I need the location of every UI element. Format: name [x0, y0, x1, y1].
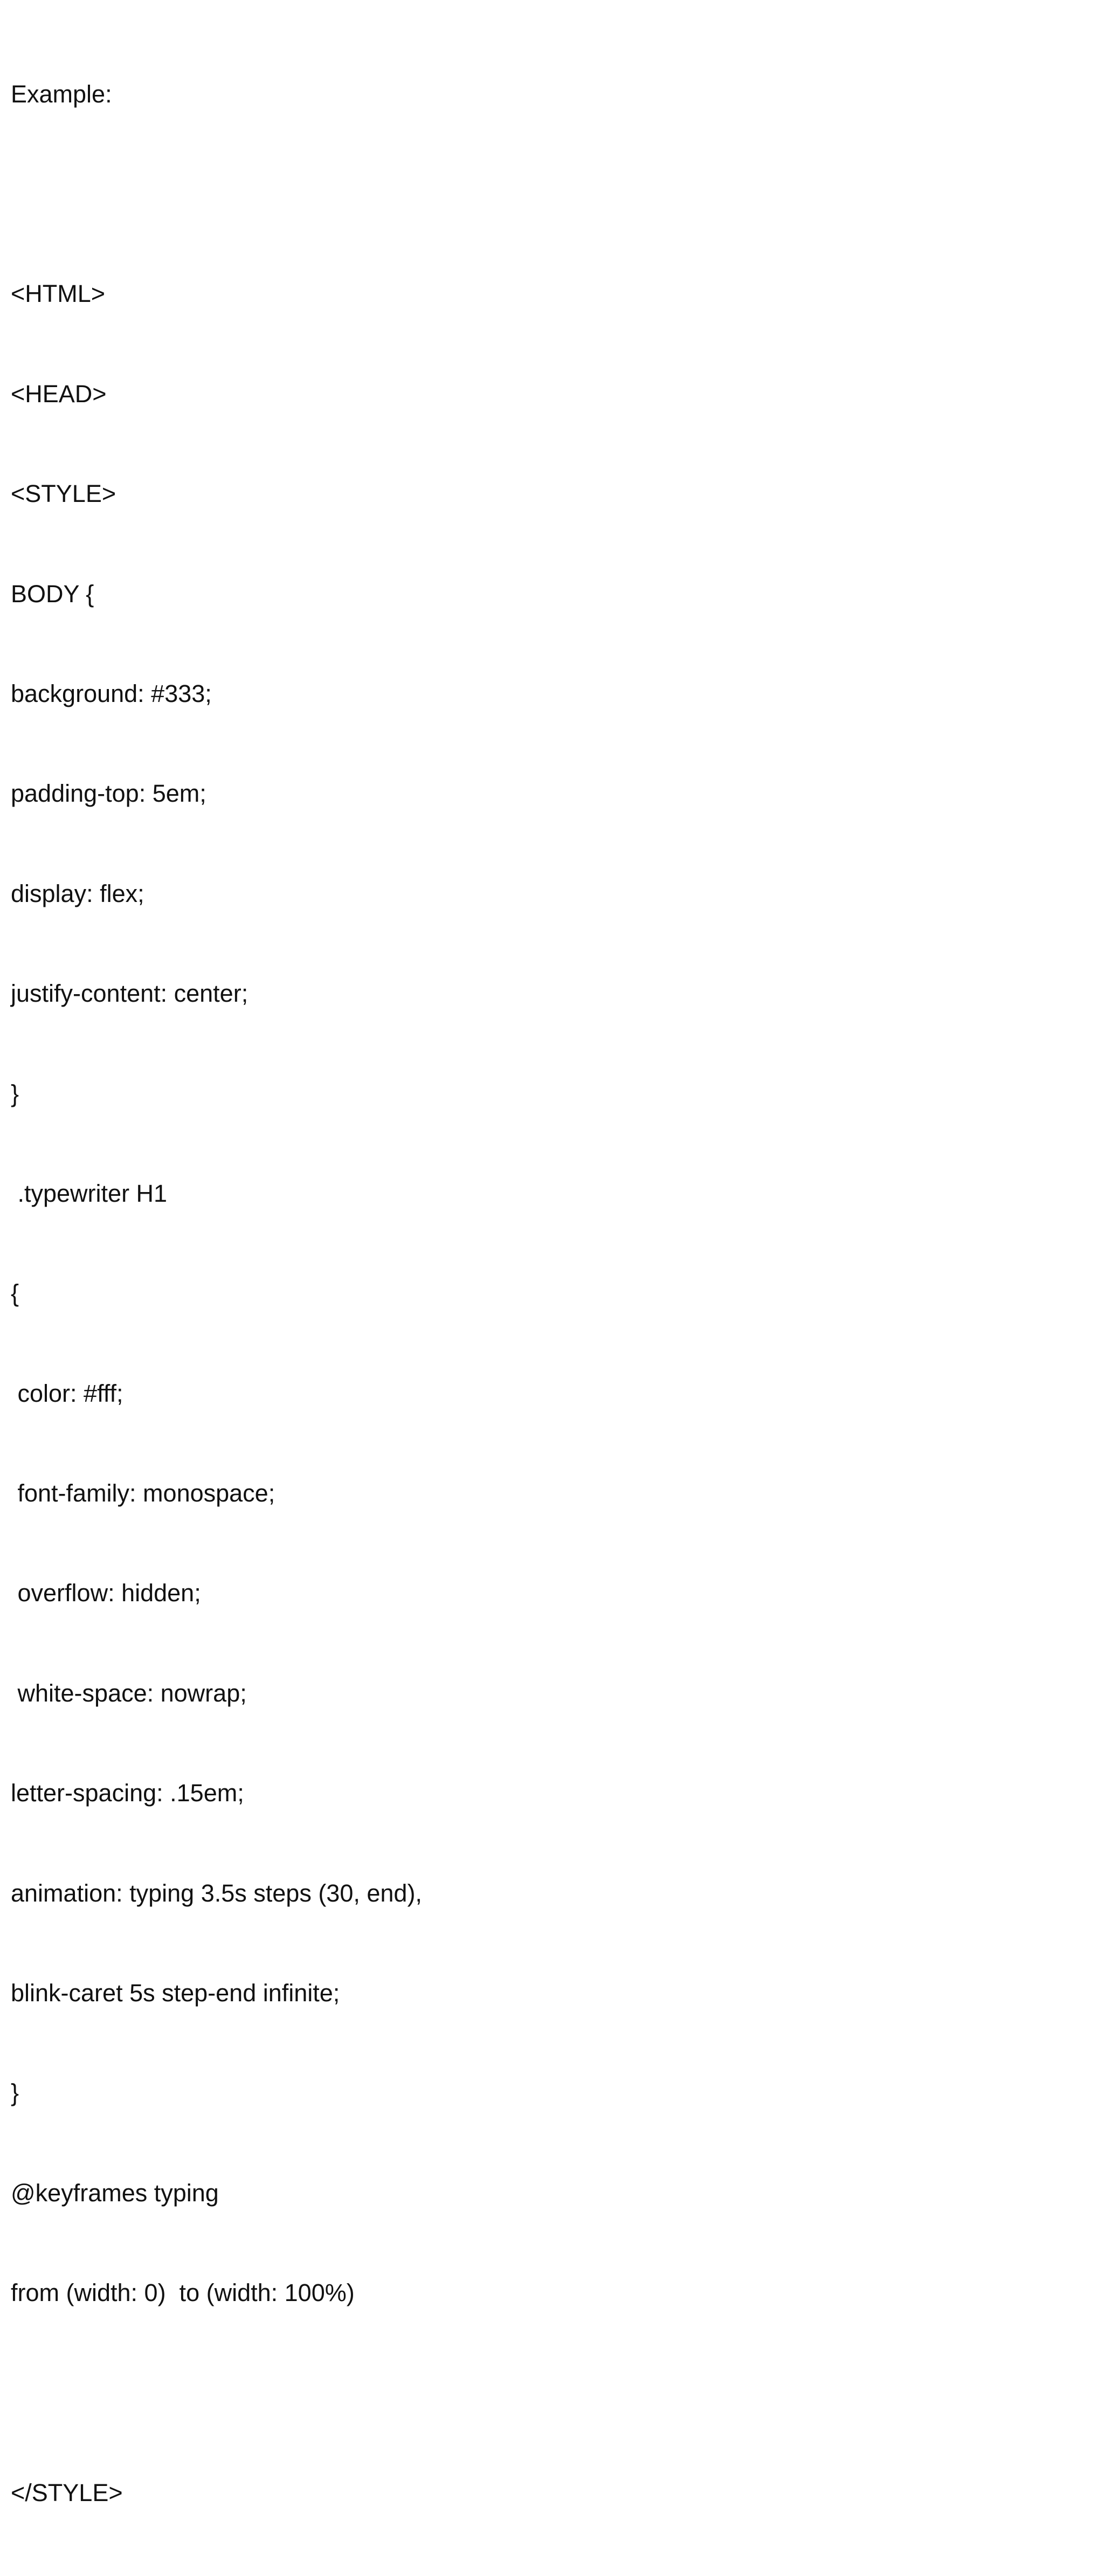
text-line: display: flex;: [11, 879, 144, 907]
text-line: }: [11, 1079, 19, 1107]
text-line: .typewriter H1: [11, 1179, 168, 1207]
text-line: padding-top: 5em;: [11, 780, 206, 808]
text-line: blink-caret 5s step-end infinite;: [11, 1979, 340, 2007]
text-line: }: [11, 2079, 19, 2107]
text-line: [11, 2377, 422, 2410]
text-line: <HTML>: [11, 280, 106, 308]
text-line: font-family: monospace;: [11, 1479, 275, 1507]
text-line: overflow: hidden;: [11, 1579, 201, 1607]
text-line: <HEAD>: [11, 380, 107, 408]
text-line: justify-content: center;: [11, 980, 249, 1008]
text-line: white-space: nowrap;: [11, 1679, 247, 1707]
text-line: {: [11, 1279, 19, 1307]
text-line: <STYLE>: [11, 480, 116, 508]
text-line: </STYLE>: [11, 2478, 123, 2506]
text-line: BODY {: [11, 580, 94, 608]
text-line: [11, 177, 422, 211]
text-line: Example:: [11, 80, 112, 108]
text-line: color: #fff;: [11, 1379, 123, 1407]
code-text-block: [11, 11, 422, 2576]
text-line: from (width: 0) to (width: 100%): [11, 2279, 355, 2307]
text-line: animation: typing 3.5s steps (30, end),: [11, 1879, 422, 1907]
text-line: letter-spacing: .15em;: [11, 1779, 244, 1807]
text-line: @keyframes typing: [11, 2179, 219, 2207]
text-line: background: #333;: [11, 679, 212, 707]
